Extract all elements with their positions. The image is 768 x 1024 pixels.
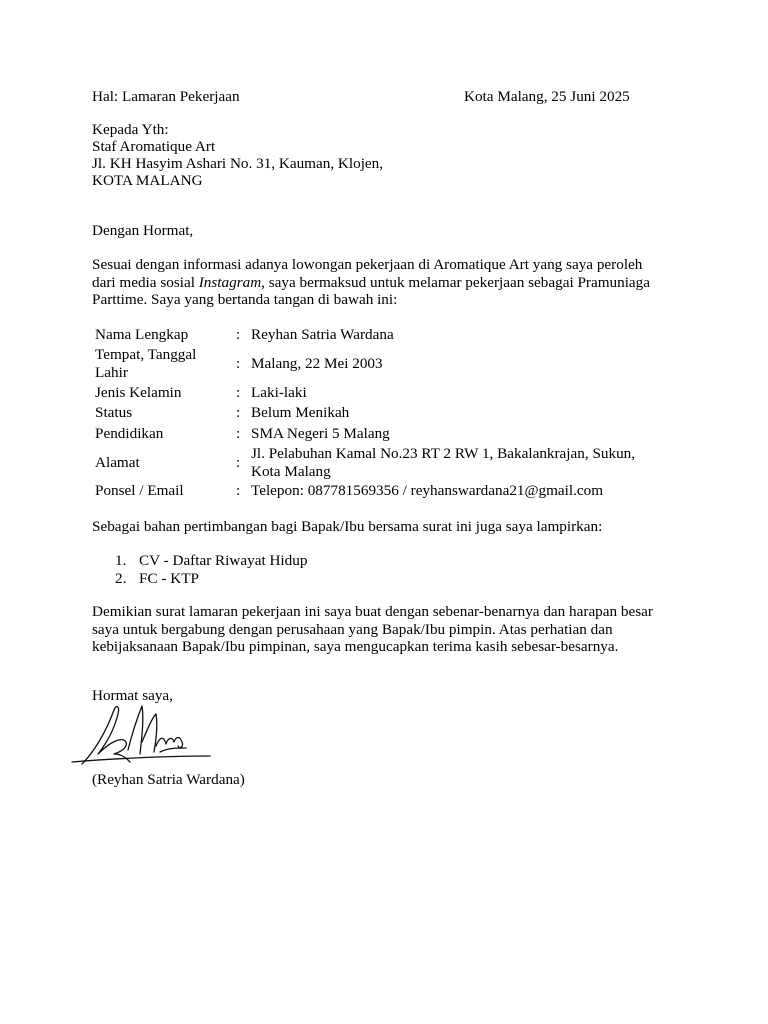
identity-label: Ponsel / Email — [95, 482, 184, 499]
identity-value: Laki-laki — [251, 384, 307, 401]
identity-row-status — [95, 404, 665, 424]
identity-colon: : — [236, 482, 241, 499]
identity-colon: : — [236, 404, 241, 421]
identity-row-birth — [95, 346, 665, 382]
letter-subject: Hal: Lamaran Pekerjaan — [92, 88, 240, 105]
list-text: FC - KTP — [139, 570, 199, 587]
identity-value: SMA Negeri 5 Malang — [251, 425, 390, 442]
identity-colon: : — [236, 326, 241, 343]
signer-name: (Reyhan Satria Wardana) — [92, 771, 245, 788]
list-number: 2. — [115, 570, 127, 587]
intro-line: Parttime. Saya yang bertanda tangan di bawah ini: — [92, 291, 398, 309]
identity-colon: : — [236, 355, 241, 372]
identity-label: Nama Lengkap — [95, 326, 189, 343]
recipient-address: Jl. KH Hasyim Ashari No. 31, Kauman, Klojen, — [92, 155, 384, 172]
sign-off: Hormat saya, — [92, 687, 173, 704]
identity-row-gender — [95, 384, 665, 404]
intro-paragraph — [92, 256, 658, 309]
intro-line: dari media sosial Instagram, saya bermaksud untuk melamar pekerjaan sebagai Pramuniaga — [92, 273, 650, 291]
recipient-city: KOTA MALANG — [92, 172, 203, 189]
identity-label: Jenis Kelamin — [95, 384, 182, 401]
list-number: 1. — [115, 552, 127, 569]
identity-label: Alamat — [95, 454, 140, 471]
recipient-salutation: Kepada Yth: — [92, 121, 169, 138]
identity-value: Malang, 22 Mei 2003 — [251, 355, 383, 372]
identity-row-education — [95, 425, 665, 445]
identity-row-address — [95, 445, 665, 481]
recipient-name: Staf Aromatique Art — [92, 138, 216, 155]
identity-colon: : — [236, 454, 241, 471]
identity-label: Status — [95, 404, 133, 421]
identity-colon: : — [236, 425, 241, 442]
letter-place-date: Kota Malang, 25 Juni 2025 — [464, 88, 630, 105]
greeting: Dengan Hormat, — [92, 222, 194, 239]
identity-value: Telepon: 087781569356 / reyhanswardana21@gmail.com — [251, 482, 604, 499]
closing-line: kebijaksanaan Bapak/Ibu pimpinan, saya mengucapkan terima kasih sebesar-besarnya. — [92, 638, 619, 656]
instagram-emphasis: Instagram — [198, 273, 262, 291]
identity-label: Pendidikan — [95, 425, 164, 442]
closing-paragraph — [92, 603, 658, 656]
list-text: CV - Daftar Riwayat Hidup — [139, 552, 308, 569]
identity-colon: : — [236, 384, 241, 401]
closing-line: saya untuk bergabung dengan perusahaan yang Bapak/Ibu pimpin. Atas perhatian dan — [92, 620, 613, 638]
attachments-intro: Sebagai bahan pertimbangan bagi Bapak/Ibu bersama surat ini juga saya lampirkan: — [92, 518, 603, 535]
intro-line: Sesuai dengan informasi adanya lowongan pekerjaan di Aromatique Art yang saya peroleh — [92, 256, 643, 273]
identity-label: Tempat, Tanggal Lahir — [95, 346, 197, 381]
identity-value: Belum Menikah — [251, 404, 350, 421]
handwritten-signature — [68, 702, 213, 768]
identity-value: Jl. Pelabuhan Kamal No.23 RT 2 RW 1, Bakalankrajan, Sukun, Kota Malang — [251, 445, 636, 480]
identity-row-contact — [95, 482, 665, 502]
identity-value: Reyhan Satria Wardana — [251, 326, 394, 343]
identity-row-name — [95, 326, 665, 346]
closing-line: Demikian surat lamaran pekerjaan ini saya buat dengan sebenar-benarnya dan harapan besar — [92, 603, 653, 620]
